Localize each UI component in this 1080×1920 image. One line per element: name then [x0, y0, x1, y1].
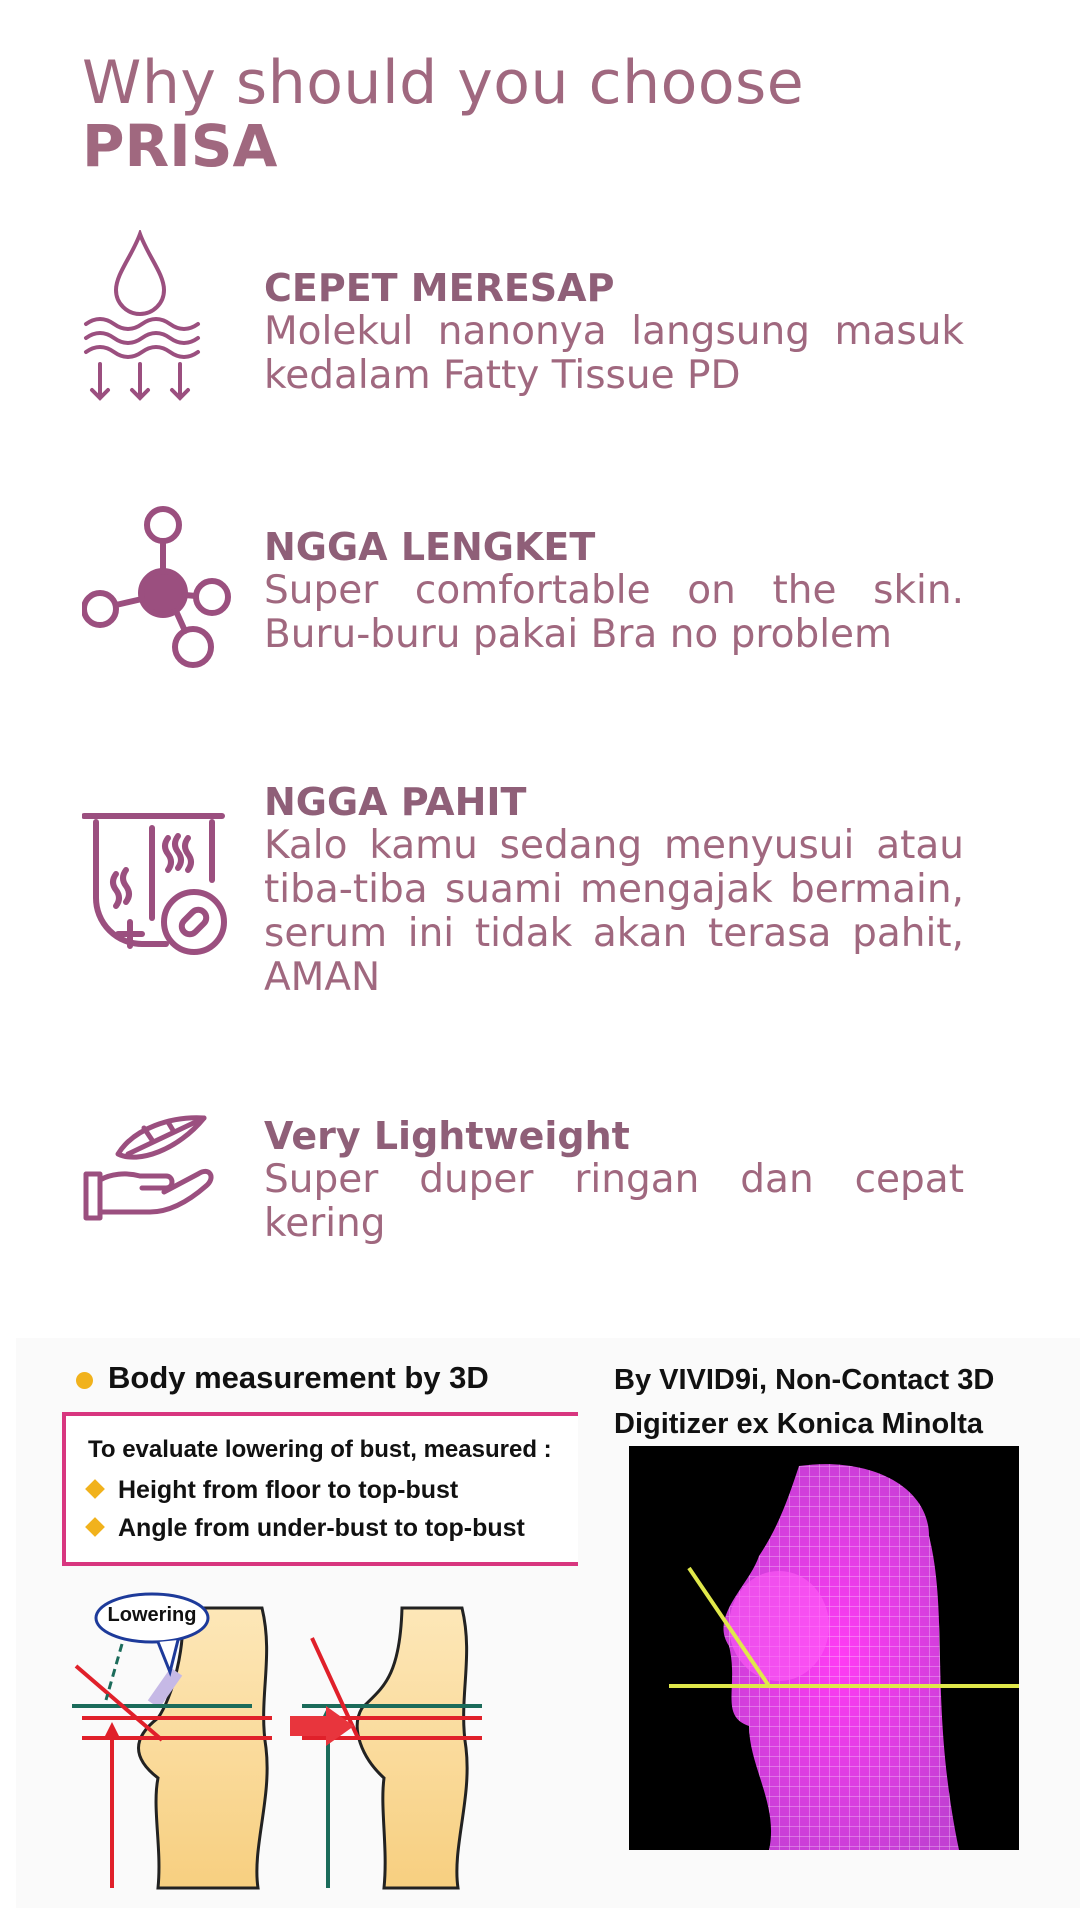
feature-description: Super duper ringan dan cepat kering — [264, 1157, 964, 1246]
diamond-bullet-icon — [85, 1479, 105, 1499]
measurement-heading: To evaluate lowering of bust, measured : — [88, 1436, 552, 1463]
body-measurement-diagram — [16, 1338, 1080, 1908]
feature-description: Molekul nanonya langsung masuk kedalam Fatty Tissue PD — [264, 309, 964, 398]
feature-title: CEPET MERESAP — [264, 266, 615, 310]
feature-title: NGGA LENGKET — [264, 525, 596, 569]
measurement-item-label: Height from floor to top-bust — [118, 1476, 459, 1504]
bust-lowering-sketch — [62, 1588, 582, 1898]
lowering-bubble-label: Lowering — [107, 1604, 197, 1626]
feature-description: Kalo kamu sedang menyusui atau tiba-tiba suami mengajak bermain, serum ini tidak akan terasa pahit, AMAN — [264, 823, 964, 1000]
feather-hand-icon — [82, 1110, 222, 1230]
measurement-box — [62, 1412, 578, 1566]
feature-title: Very Lightweight — [264, 1114, 630, 1158]
digitizer-caption-line-2: Digitizer ex Konica Minolta — [614, 1408, 983, 1440]
page-header — [82, 50, 804, 178]
medicine-flask-icon — [82, 810, 232, 960]
measurement-item — [88, 1476, 458, 1505]
water-drop-absorb-icon — [82, 230, 202, 402]
measurement-item-label: Angle from under-bust to top-bust — [118, 1514, 525, 1542]
bullet-dot-icon — [76, 1372, 93, 1389]
molecule-icon — [82, 505, 232, 671]
diamond-bullet-icon — [85, 1517, 105, 1537]
measurement-item — [88, 1514, 525, 1543]
digitizer-caption — [614, 1358, 994, 1446]
digitizer-caption-line-1: By VIVID9i, Non-Contact 3D — [614, 1364, 995, 1396]
header-line-1: Why should you choose — [82, 48, 805, 118]
feature-description: Super comfortable on the skin. Buru-buru pakai Bra no problem — [264, 568, 964, 657]
brand-name: PRISA — [82, 112, 278, 180]
diagram-title: Body measurement by 3D — [108, 1360, 489, 1395]
feature-title: NGGA PAHIT — [264, 780, 527, 824]
3d-scan-image — [629, 1446, 1019, 1850]
